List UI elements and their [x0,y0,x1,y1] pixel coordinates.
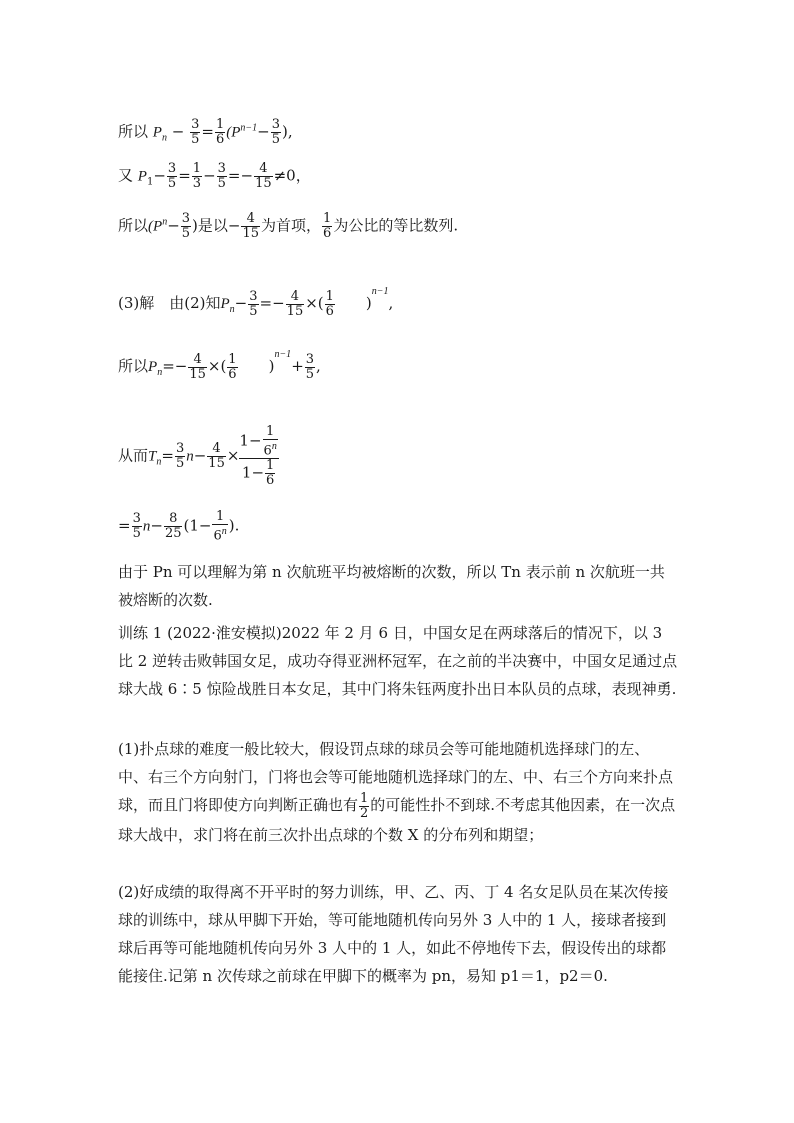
text: 为公比的等比数列. [333,216,459,235]
op: =− [162,357,188,375]
op: − [167,216,180,235]
text: ), [282,122,293,141]
fraction: $\frac{1}{6}$ [325,288,334,319]
equation-line-3 [118,212,458,241]
explanation-paragraph: 由于 Pn 可以理解为第 n 次航班平均被熔断的次数，所以 Tn 表示前 n 次航班一共被熔断的次数. [118,563,665,609]
equation-line-5 [118,345,321,383]
text: 又 [118,166,134,185]
text: 为首项， [261,216,322,235]
text: , [388,294,394,312]
fraction: $\frac{3}{5}$ [249,288,258,319]
text: )是以− [192,216,241,235]
op: × [226,446,240,465]
op: = [178,166,191,185]
fraction: $\frac{3}{5}$ [175,441,185,472]
fraction: $\frac{1}{6}$ [323,211,332,241]
sub: n [229,304,235,315]
exercise-intro-paragraph: 训练 1 (2022·淮安模拟)2022 年 2 月 6 日，中国女足在两球落后的情况下，以 3 比 2 逆转击败韩国女足，成功夺得亚洲杯冠军，在之前的半决赛中，中国女足通过点球大战 6∶5 惊险战胜日本女足，其中门将朱钰两度扑出日本队员的点球，表现神勇. [118,624,678,698]
op: ×( [207,357,227,375]
op: ×( [305,294,324,312]
text: (1)扑点球的难度一般比较大，假设罚点球的球员会等可能地随机选择球门的左、中、右三个方向射门，门将也会等可能地随机选择球门的左、中、右三个方向来扑点球，而且门将即使方向判断正确也有 [118,740,674,814]
text: , [316,357,321,375]
op: − [150,516,163,535]
var: (P [148,218,163,235]
fraction: $\frac{4}{15}$ [189,351,206,382]
equation-line-6 [118,425,279,488]
sub: 1 [146,176,154,188]
equation-line-4 [118,282,393,320]
fraction: $\frac{4}{15}$ [286,288,304,319]
op: =− [227,166,254,185]
text: 从而 [118,446,149,465]
op: − [234,294,248,312]
var: P [220,296,230,312]
equation-line-2 [118,162,311,193]
text: 所以 [118,357,149,375]
fraction: $\frac{1}{6}$ [215,117,225,147]
var: P [137,168,147,185]
equation-line-1 [118,118,293,149]
op: − [153,166,166,185]
op: − [257,122,270,141]
op: =− [259,294,285,312]
text: 所以 [118,216,149,235]
equation-line-7 [118,510,239,543]
fraction: $\frac{3}{5}$ [271,117,281,147]
fraction: $\frac{8}{25}$ [164,511,182,542]
fraction: $\frac{3}{5}$ [132,511,141,542]
paren: ) [268,357,275,375]
paren: ) [365,294,372,312]
fraction: $\frac{1}{2}$ [360,790,369,821]
text: (3)解 由(2)知 [118,294,221,312]
paren: ). [228,516,240,535]
fraction: $\frac{3}{5}$ [181,211,191,241]
paren: (1− [183,516,212,535]
var: P [152,124,162,141]
fraction: $\frac{4}{15}$ [242,211,260,241]
sup: n−1 [371,286,389,297]
text: 所以 [118,122,149,141]
op: = [118,516,131,535]
fraction: $\frac{3}{5}$ [167,161,177,191]
compound-fraction: 1− $\frac{1}{6^n}$ 1− $\frac{1}{6}$ [239,424,277,489]
fraction: $\frac{1}{6^n}$ [213,509,227,544]
fraction: $\frac{3}{5}$ [305,351,315,382]
op: + [291,357,304,375]
sup: n−1 [274,349,292,360]
op: = [201,122,214,141]
fraction: $\frac{3}{5}$ [191,117,200,147]
sub: n [157,367,163,378]
op: − [203,166,216,185]
question-2-paragraph: (2)好成绩的取得离不开平时的努力训练，甲、乙、丙、丁 4 名女足队员在某次传接球的训练中，球从甲脚下开始，等可能地随机传向另外 3 人中的 1 人，接球者接到球后再等可能地随机传向另外 3 人中的 1 人，如此不停地传下去，假设传出的球都能接住.记第 n 次传球之前球在甲脚下的概率为 pn，易知 p1＝1，p2＝0. [118,883,669,985]
fraction: $\frac{4}{15}$ [208,441,225,472]
text: 的可能性扑不到球.不考虑其他因素，在一次点球大战中，求门将在前三次扑出点球的个数 X 的分布列和期望； [118,796,676,844]
fraction: $\frac{1}{6}$ [228,351,237,382]
var: n [186,448,194,465]
sub: n [156,456,162,468]
op: = [161,446,174,465]
sup: n−1 [240,122,258,134]
fraction: $\frac{4}{15}$ [255,161,272,191]
op: − [193,446,207,465]
sup: n [162,216,168,228]
question-1-paragraph [118,735,678,849]
var: n [142,518,151,535]
fraction: $\frac{1}{3}$ [192,161,202,191]
op: − [171,122,185,141]
sub: n [161,132,167,144]
var: P [148,359,158,375]
var: T [148,448,157,465]
var: (P [226,124,241,141]
text: ≠0， [273,166,311,185]
fraction: $\frac{3}{5}$ [217,161,226,191]
